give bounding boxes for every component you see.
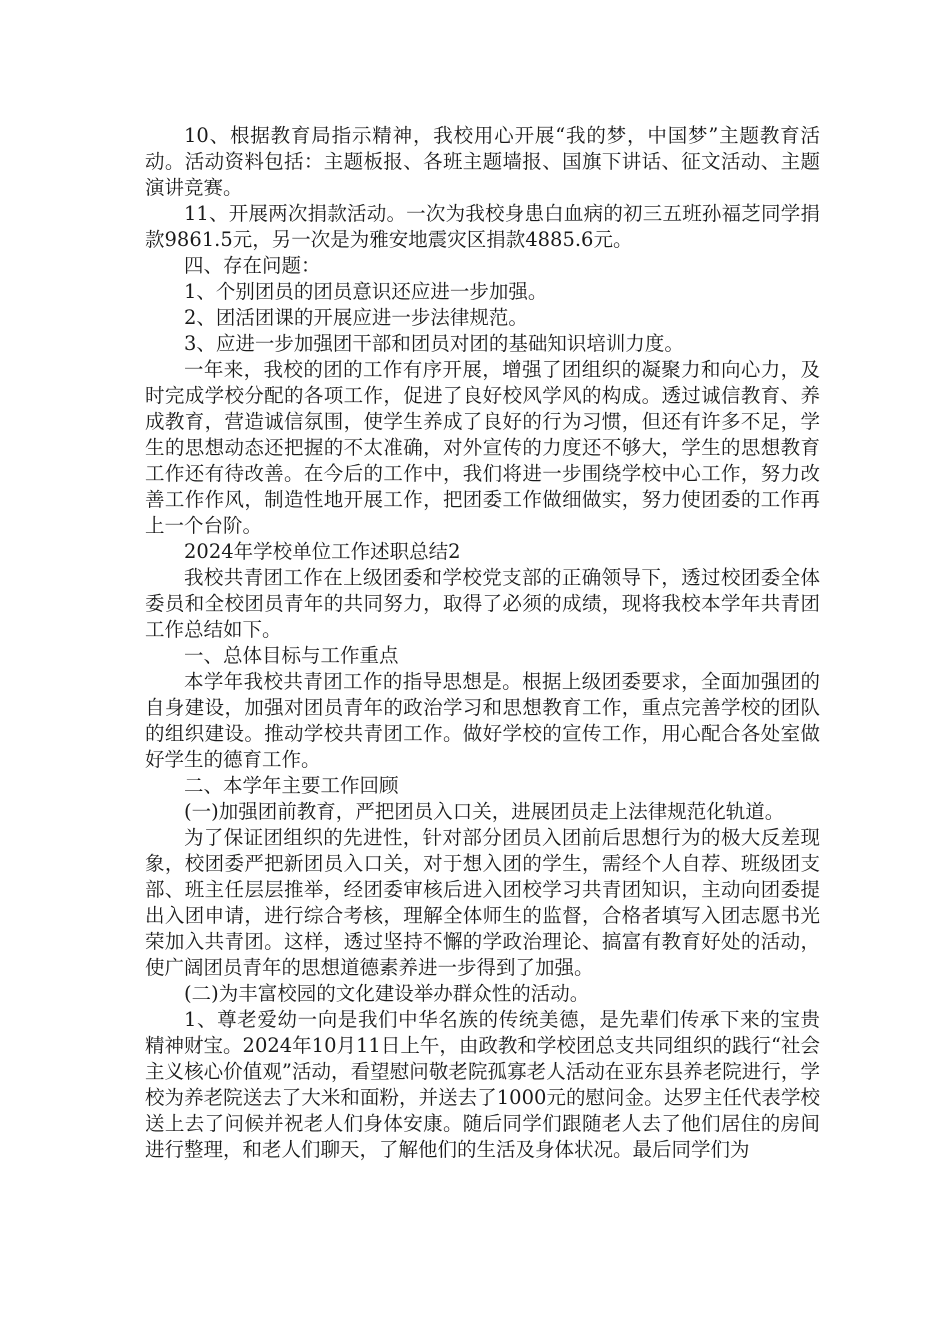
section-heading-review: 二、本学年主要工作回顾 (184, 774, 399, 797)
section-heading-problems: 四、存在问题： (184, 254, 321, 277)
activity-paragraph: 1、尊老爱幼一向是我们中华名族的传统美德，是先辈们传承下来的宝贵精神财宝。2024年10月11日上午，由政教和学校团总支共同组织的践行“社会主义核心价值观”活动，看望慰问敬老院孤寡老人活动在亚东县养老院进行，学校为养老院送去了大米和面粉，并送去了1000元的慰问金。达罗主任代表学校送上去了问候并祝老人们身体安康。随后同学们跟随老人去了他们居住的房间进行整理，和老人们聊天，了解他们的生活及身体状况。最后同学们为 (145, 1008, 820, 1161)
problem-item-2: 2、团活团课的开展应进一步法律规范。 (184, 306, 528, 329)
membership-paragraph: 为了保证团组织的先进性，针对部分团员入团前后思想行为的极大反差现象，校团委严把新团员入口关，对于想入团的学生，需经个人自荐、班级团支部、班主任层层推举，经团委审核后进入团校学习共青团知识，主动向团委提出入团申请，进行综合考核，理解全体师生的监督，合格者填写入团志愿书光荣加入共青团。这样，透过坚持不懈的学政治理论、搞富有教育好处的活动，使广阔团员青年的思想道德素养进一步得到了加强。 (145, 826, 820, 979)
goals-paragraph: 本学年我校共青团工作的指导思想是。根据上级团委要求，全面加强团的自身建设，加强对团员青年的政治学习和思想教育工作，重点完善学校的团队的组织建设。推动学校共青团工作。做好学校的宣传工作，用心配合各处室做好学生的德育工作。 (145, 670, 820, 771)
intro-paragraph: 我校共青团工作在上级团委和学校党支部的正确领导下，透过校团委全体委员和全校团员青年的共同努力，取得了必须的成绩，现将我校本学年共青团工作总结如下。 (145, 566, 820, 641)
subsection-heading-1: (一)加强团前教育，严把团员入口关，进展团员走上法律规范化轨道。 (184, 800, 785, 823)
subsection-heading-2: (二)为丰富校园的文化建设举办群众性的活动。 (184, 982, 590, 1005)
summary-paragraph: 一年来，我校的团的工作有序开展，增强了团组织的凝聚力和向心力，及时完成学校分配的各项工作，促进了良好校风学风的构成。透过诚信教育、养成教育，营造诚信氛围，使学生养成了良好的行为习惯，但还有许多不足，学生的思想动态还把握的不太准确，对外宣传的力度还不够大，学生的思想教育工作还有待改善。在今后的工作中，我们将进一步围绕学校中心工作，努力改善工作作风，制造性地开展工作，把团委工作做细做实，努力使团委的工作再上一个台阶。 (145, 358, 820, 537)
problem-item-3: 3、应进一步加强团干部和团员对团的基础知识培训力度。 (184, 332, 684, 355)
problem-item-1: 1、个别团员的团员意识还应进一步加强。 (184, 280, 548, 303)
document-subtitle: 2024年学校单位工作述职总结2 (184, 540, 461, 563)
paragraph-item-11: 11、开展两次捐款活动。一次为我校身患白血病的初三五班孙福芝同学捐款9861.5元，另一次是为雅安地震灾区捐款4885.6元。 (145, 202, 820, 251)
document-body (145, 123, 820, 1163)
section-heading-goals: 一、总体目标与工作重点 (184, 644, 399, 667)
paragraph-item-10: 10、根据教育局指示精神，我校用心开展“我的梦，中国梦”主题教育活动。活动资料包括：主题板报、各班主题墙报、国旗下讲话、征文活动、主题演讲竞赛。 (145, 124, 820, 199)
